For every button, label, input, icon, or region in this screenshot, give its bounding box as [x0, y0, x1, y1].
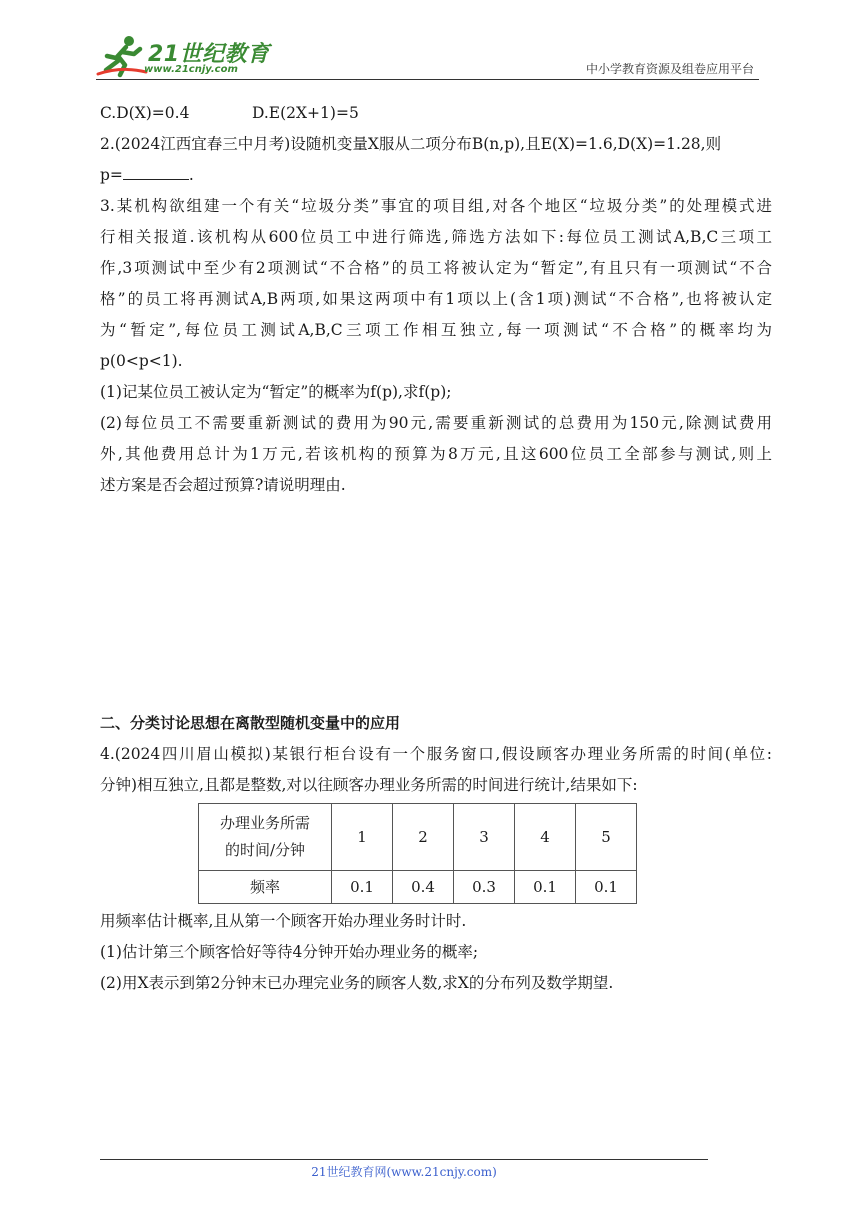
- logo-text: 21世纪教育: [148, 42, 270, 67]
- question-4-line: 分钟)相互独立,且都是整数,对以往顾客办理业务所需的时间进行统计,结果如下:: [100, 776, 638, 794]
- table-row-label: 频率: [199, 871, 332, 904]
- table-cell: 0.1: [576, 871, 637, 904]
- question-3-line: 行相关报道.该机构从600位员工中进行筛选,筛选方法如下:每位员工测试A,B,C三项工: [100, 228, 772, 246]
- question-3-part-2-line: 述方案是否会超过预算?请说明理由.: [100, 476, 346, 494]
- question-2: [100, 129, 772, 191]
- answer-space: [100, 501, 772, 701]
- question-4-part-2: (2)用X表示到第2分钟末已办理完业务的顾客人数,求X的分布列及数学期望.: [100, 974, 614, 992]
- question-3-line: 格”的员工将再测试A,B两项,如果这两项中有1项以上(含1项)测试“不合格”,也将被认定: [100, 290, 772, 308]
- question-3-line: 作,3项测试中至少有2项测试“不合格”的员工将被认定为“暂定”,有且只有一项测试“不合: [100, 259, 772, 277]
- page-header: [0, 0, 860, 90]
- table-cell: 4: [515, 804, 576, 871]
- table-row: [199, 871, 637, 904]
- question-4: [100, 739, 772, 801]
- question-3-line: 3.某机构欲组建一个有关“垃圾分类”事宜的项目组,对各个地区“垃圾分类”的处理模式进: [100, 197, 772, 215]
- footer-text[interactable]: 21世纪教育网(www.21cnjy.com): [311, 1165, 497, 1179]
- question-4-part-1: (1)估计第三个顾客恰好等待4分钟开始办理业务的概率;: [100, 943, 479, 961]
- table-cell: 5: [576, 804, 637, 871]
- question-2-suffix: .: [188, 166, 194, 184]
- frequency-table: [198, 803, 637, 904]
- table-cell: 0.1: [332, 871, 393, 904]
- question-4-followup: [100, 906, 772, 999]
- question-3-part-2-line: 外,其他费用总计为1万元,若该机构的预算为8万元,且这600位员工全部参与测试,则上: [100, 445, 772, 463]
- table-cell: 3: [454, 804, 515, 871]
- platform-title: 中小学教育资源及组卷应用平台: [585, 62, 754, 76]
- table-header-cell: 办理业务所需 的时间/分钟: [199, 804, 332, 871]
- question-2-line-1: 2.(2024江西宜春三中月考)设随机变量X服从二项分布B(n,p),且E(X)=1.6,D(X)=1.28,则: [100, 135, 722, 153]
- logo-url: www.21cnjy.com: [144, 64, 238, 75]
- table-cell: 0.4: [393, 871, 454, 904]
- choice-c: C.D(X)=0.4: [100, 104, 190, 122]
- page-content: [100, 98, 772, 999]
- question-3-part-2-line: (2)每位员工不需要重新测试的费用为90元,需要重新测试的总费用为150元,除测试费用: [100, 414, 772, 432]
- table-row: [199, 804, 637, 871]
- table-cell: 2: [393, 804, 454, 871]
- question-3-line: p(0<p<1).: [100, 352, 183, 370]
- table-cell: 0.3: [454, 871, 515, 904]
- site-logo[interactable]: [96, 34, 270, 80]
- question-1-choices: [100, 98, 772, 129]
- question-4-line: 用频率估计概率,且从第一个顾客开始办理业务时计时.: [100, 912, 467, 930]
- section-2-title: 二、分类讨论思想在离散型随机变量中的应用: [100, 714, 401, 732]
- question-3-part-1: (1)记某位员工被认定为“暂定”的概率为f(p),求f(p);: [100, 383, 452, 401]
- question-4-line: 4.(2024四川眉山模拟)某银行柜台设有一个服务窗口,假设顾客办理业务所需的时间(单位:: [100, 745, 772, 763]
- question-2-prefix: p=: [100, 166, 123, 184]
- table-cell: 1: [332, 804, 393, 871]
- choice-d: D.E(2X+1)=5: [252, 104, 359, 122]
- answer-blank[interactable]: [123, 161, 189, 180]
- footer-divider: [100, 1159, 708, 1160]
- question-3: [100, 191, 772, 501]
- header-divider: [96, 79, 759, 80]
- runner-icon: [96, 34, 148, 78]
- table-cell: 0.1: [515, 871, 576, 904]
- question-3-line: 为“暂定”,每位员工测试A,B,C三项工作相互独立,每一项测试“不合格”的概率均为: [100, 321, 772, 339]
